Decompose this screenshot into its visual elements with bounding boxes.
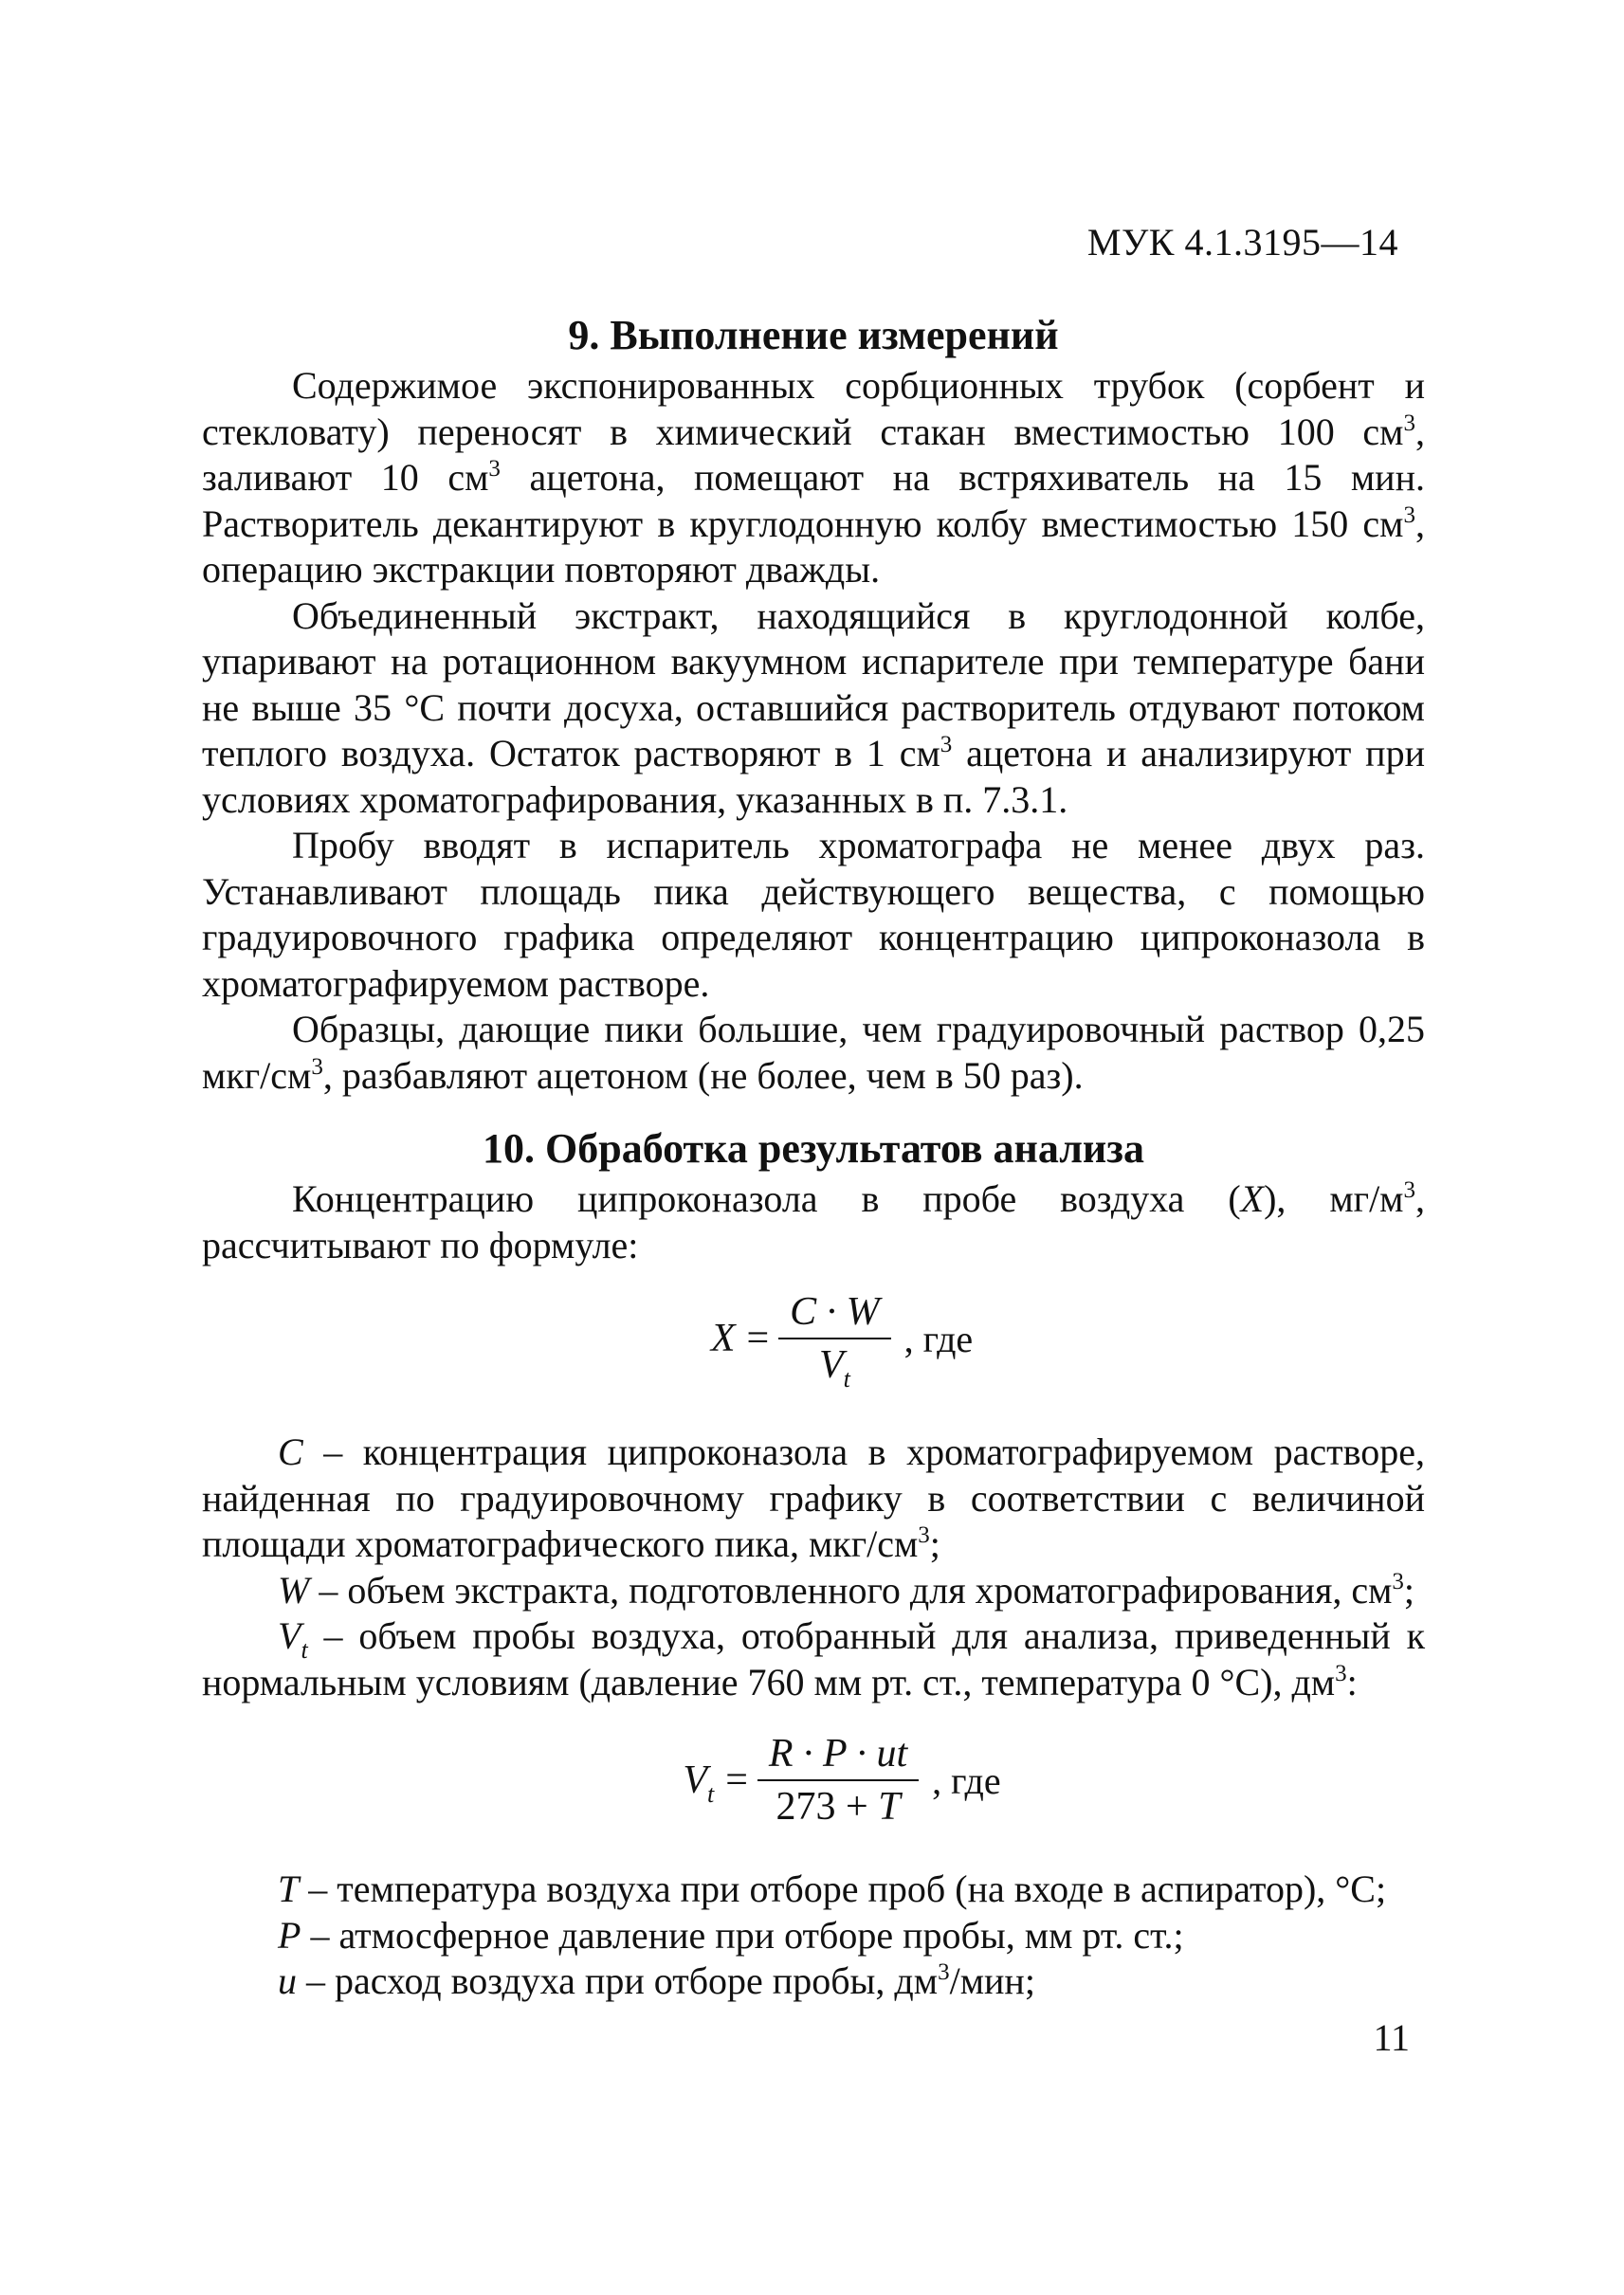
variable-w: W bbox=[278, 1568, 310, 1612]
text-run: , рассчитывают по формуле: bbox=[202, 1177, 1425, 1266]
definition-p bbox=[202, 1913, 1425, 1959]
superscript: 3 bbox=[1403, 1177, 1415, 1203]
text-run: – расход воздуха при отборе пробы, дм bbox=[297, 1959, 939, 2002]
text-run: ацетона и анализируют при условиях хроматографирования, указанных в п. 7.3.1. bbox=[202, 732, 1425, 821]
section-10-heading: 10. Обработка результатов анализа bbox=[483, 1125, 1144, 1172]
section-9-paragraph-1 bbox=[202, 363, 1425, 593]
definition-c bbox=[202, 1430, 1425, 1568]
formula-denominator bbox=[808, 1339, 862, 1393]
formula-equals: = bbox=[746, 1317, 770, 1360]
formula-denominator bbox=[765, 1781, 912, 1829]
variable-c: C bbox=[278, 1430, 303, 1473]
definition-u bbox=[202, 1958, 1425, 2005]
formula-tail: , где bbox=[932, 1758, 1001, 1802]
formula-fraction bbox=[757, 1732, 919, 1829]
text-run: Концентрацию ципроконазола в пробе воздуха ( bbox=[292, 1177, 1241, 1220]
lhs-subscript: t bbox=[706, 1780, 715, 1808]
text-run: /мин; bbox=[949, 1959, 1035, 2002]
variable-x: X bbox=[1240, 1177, 1265, 1220]
superscript: 3 bbox=[1403, 501, 1415, 528]
superscript: 3 bbox=[1403, 410, 1415, 436]
section-9-paragraph-3: Пробу вводят в испаритель хроматографа не менее двух раз. Устанавливают площадь пика действующего вещества, с помощью градуировочного графика определяют концентрацию ципроконазола в хроматографируемом растворе. bbox=[202, 824, 1425, 1005]
superscript: 3 bbox=[918, 1522, 930, 1548]
denominator-variable: T bbox=[878, 1785, 901, 1829]
formula-volume bbox=[259, 1715, 1425, 1846]
lhs-variable: V bbox=[683, 1758, 707, 1802]
formula-lhs: X bbox=[710, 1317, 736, 1360]
section-9-heading: 9. Выполнение измерений bbox=[568, 312, 1059, 358]
text-run: ; bbox=[1403, 1568, 1415, 1612]
text-run: – температура воздуха при отборе проб (на входе в аспиратор), °С; bbox=[299, 1867, 1387, 1910]
section-10-intro bbox=[202, 1176, 1425, 1268]
formula-equals: = bbox=[725, 1758, 748, 1802]
definition-w bbox=[202, 1568, 1425, 1614]
text-run: , заливают 10 см bbox=[202, 410, 1425, 499]
denominator-constant: 273 + bbox=[776, 1785, 879, 1829]
text-run: ), мг/м bbox=[1264, 1177, 1404, 1220]
section-9-paragraph-4 bbox=[202, 1007, 1425, 1099]
text-run: – концентрация ципроконазола в хроматографируемом растворе, найденная по градуировочному графику в соответствии с величиной площади хроматографического пика, мкг/см bbox=[202, 1430, 1425, 1565]
page-content bbox=[202, 308, 1425, 2005]
superscript: 3 bbox=[938, 1959, 950, 1985]
text-run: Объединенный экстракт, находящийся в круглодонной колбе, упаривают на ротационном вакуумном испарителе при температуре бани не выше 35 °С почти досуха, оставшийся растворитель отдувают потоком теплого воздуха. Остаток растворяют в 1 см bbox=[202, 593, 1425, 774]
superscript: 3 bbox=[311, 1053, 323, 1080]
variable-t: T bbox=[278, 1867, 300, 1910]
superscript: 3 bbox=[940, 732, 953, 757]
variable-p: P bbox=[278, 1913, 301, 1957]
superscript: 3 bbox=[1392, 1568, 1404, 1594]
formula-numerator: C · W bbox=[790, 1290, 880, 1334]
text-run: , операцию экстракции повторяют дважды. bbox=[202, 501, 1425, 591]
formula-tail: , где bbox=[903, 1317, 974, 1360]
text-run: – атмосферное давление при отборе пробы, мм рт. ст.; bbox=[301, 1913, 1184, 1957]
variable-u: u bbox=[278, 1959, 297, 2002]
definition-t bbox=[202, 1867, 1425, 1913]
superscript: 3 bbox=[488, 456, 501, 482]
denominator-variable: V bbox=[818, 1343, 844, 1387]
text-run: – объем экстракта, подготовленного для хроматографирования, см bbox=[309, 1568, 1393, 1612]
page-number: 11 bbox=[1373, 2016, 1410, 2059]
text-run: ацетона, помещают на встряхиватель на 15 мин. Растворитель декантируют в круглодонную колбу вместимостью 150 см bbox=[202, 456, 1425, 545]
text-run: Содержимое экспонированных сорбционных трубок (сорбент и стекловату) переносят в химический стакан вместимостью 100 см bbox=[202, 364, 1425, 453]
document-code: МУК 4.1.3195—14 bbox=[1086, 221, 1398, 264]
variable-subscript: t bbox=[301, 1636, 308, 1664]
denominator-subscript: t bbox=[843, 1365, 850, 1393]
superscript: 3 bbox=[1335, 1660, 1347, 1686]
text-run: – объем пробы воздуха, отобранный для анализа, приведенный к нормальным условиям (давление 760 мм рт. ст., температура 0 °С), дм bbox=[202, 1614, 1425, 1703]
formula-lhs bbox=[683, 1758, 715, 1808]
text-run: , разбавляют ацетоном (не более, чем в 50 раз). bbox=[322, 1053, 1084, 1097]
formula-fraction bbox=[778, 1290, 891, 1393]
variable-v: V bbox=[278, 1614, 301, 1657]
formula-numerator: R · P · ut bbox=[768, 1732, 908, 1776]
definition-vt bbox=[202, 1613, 1425, 1705]
text-run: Образцы, дающие пики большие, чем градуировочный раствор 0,25 мкг/см bbox=[202, 1008, 1425, 1097]
text-run: : bbox=[1346, 1660, 1358, 1703]
formula-concentration bbox=[259, 1268, 1425, 1409]
text-run: ; bbox=[929, 1522, 940, 1565]
section-9-paragraph-2 bbox=[202, 593, 1425, 824]
